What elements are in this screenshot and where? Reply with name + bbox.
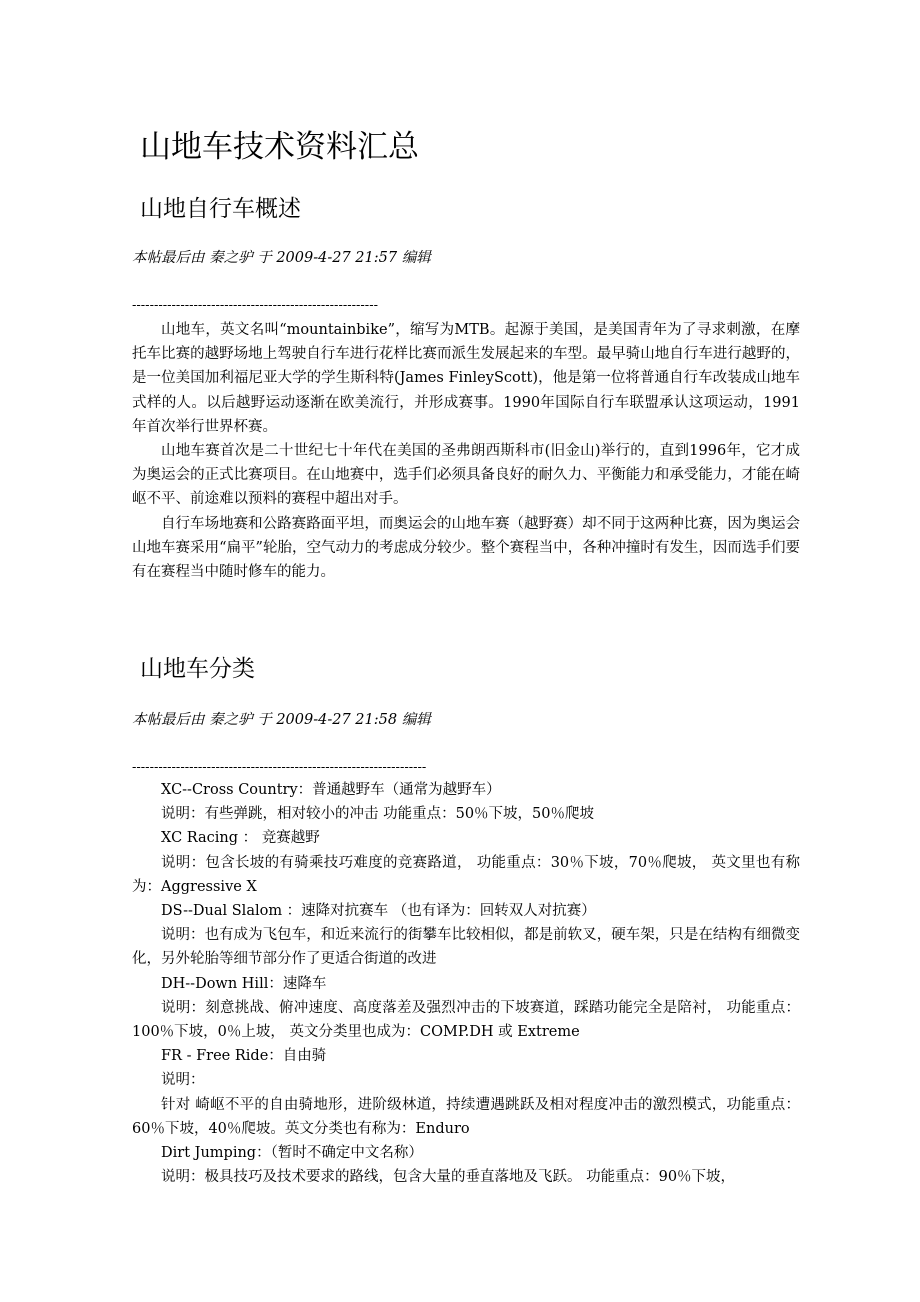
paragraph: 自行车场地赛和公路赛路面平坦，而奥运会的山地车赛（越野赛）却不同于这两种比赛，因为奥运会山地车赛采用“扁平”轮胎，空气动力的考虑成分较少。整个赛程当中，各种冲撞时有发生，因而选手们要有在赛程当中随时修车的能力。 bbox=[132, 515, 800, 581]
paragraph: 说明：极具技巧及技术要求的路线，包含大量的垂直落地及飞跃。 功能重点：90％下坡， bbox=[161, 1169, 736, 1186]
paragraph: 山地车赛首次是二十世纪七十年代在美国的圣弗朗西斯科市(旧金山)举行的，直到1996年，它才成为奥运会的正式比赛项目。在山地赛中，选手们必须具备良好的耐久力、平衡能力和承受能力，才能在崎岖不平、前途难以预料的赛程中超出对手。 bbox=[132, 443, 800, 508]
paragraph: 说明：有些弹跳，相对较小的冲击 功能重点：50％下坡，50％爬坡 bbox=[161, 806, 595, 823]
separator-rule: ------------------------------------------------------------------- bbox=[132, 760, 427, 775]
paragraph: DS--Dual Slalom ：速降对抗赛车 （也有译为：回转双人对抗赛） bbox=[161, 903, 596, 920]
paragraph: 说明：也有成为飞包车，和近来流行的街攀车比较相似，都是前软叉，硬车架，只是在结构有细微变化，另外轮胎等细节部分作了更适合街道的改进 bbox=[132, 927, 800, 968]
paragraph: 说明：刻意挑战、俯冲速度、高度落差及强烈冲击的下坡赛道，踩踏功能完全是陪衬， 功能重点：100％下坡，0％上坡， 英文分类里也成为：COMP.DH 或 Extreme bbox=[132, 999, 800, 1041]
paragraph: 山地车，英文名叫“mountainbike”，缩写为MTB。起源于美国，是美国青年为了寻求刺激，在摩托车比赛的越野场地上驾驶自行车进行花样比赛而派生发展起来的车型。最早骑山地自行车进行越野的，是一位美国加利福尼亚大学的学生斯科特(James FinleyScott)，他是第一位将普通自行车改装成山地车式样的人。以后越野运动逐渐在欧美流行，并形成赛事。1990年国际自行车联盟承认这项运动，1991年首次举行世界杯赛。 bbox=[132, 322, 800, 435]
separator-rule: -------------------------------------------------------- bbox=[132, 298, 378, 313]
paragraph: FR - Free Ride：自由骑 bbox=[161, 1048, 327, 1065]
paragraph: 针对 崎岖不平的自由骑地形，进阶级林道，持续遭遇跳跃及相对程度冲击的激烈模式，功能重点：60％下坡，40％爬坡。英文分类也有称为：Enduro bbox=[132, 1096, 800, 1137]
paragraph: XC Racing ： 竞赛越野 bbox=[161, 830, 320, 847]
section-heading: 山地自行车概述 bbox=[140, 196, 301, 222]
edit-meta: 本帖最后由 秦之驴 于 2009-4-27 21:57 编辑 bbox=[132, 250, 431, 266]
paragraph: 说明：包含长坡的有骑乘技巧难度的竞赛路道， 功能重点：30％下坡，70％爬坡， 英文里也有称为：Aggressive X bbox=[132, 854, 800, 895]
section-heading: 山地车分类 bbox=[140, 656, 255, 682]
section-body bbox=[132, 318, 800, 584]
document-title: 山地车技术资料汇总 bbox=[140, 129, 419, 165]
paragraph: 说明： bbox=[161, 1072, 205, 1089]
section-body bbox=[132, 778, 800, 1189]
edit-meta: 本帖最后由 秦之驴 于 2009-4-27 21:58 编辑 bbox=[132, 712, 431, 728]
paragraph: DH--Down Hill：速降车 bbox=[161, 975, 327, 992]
paragraph: XC--Cross Country：普通越野车（通常为越野车） bbox=[161, 782, 501, 798]
paragraph: Dirt Jumping：（暂时不确定中文名称） bbox=[161, 1145, 423, 1162]
